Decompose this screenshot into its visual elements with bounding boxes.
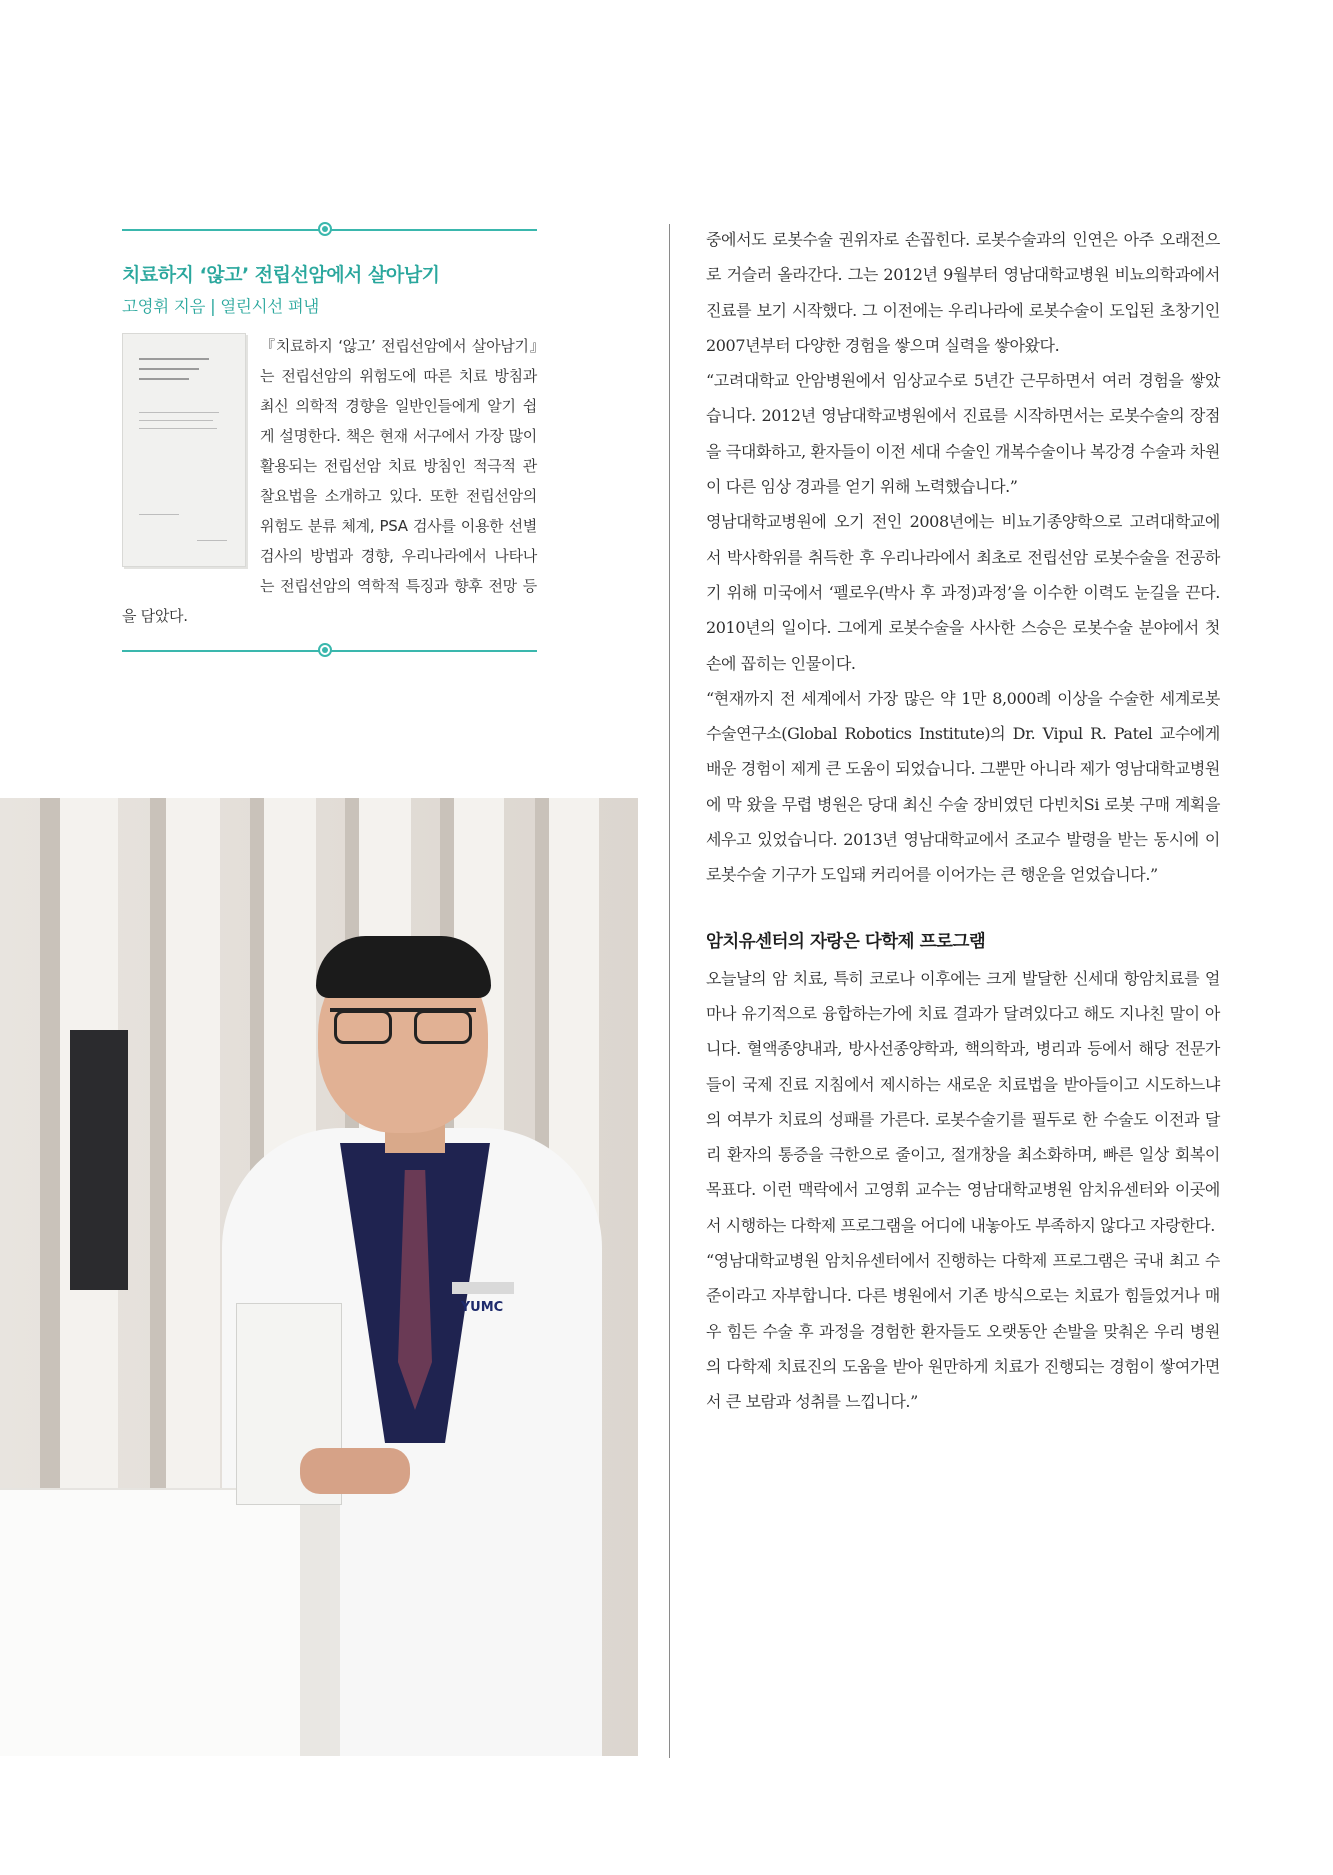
article-column	[706, 222, 1220, 1420]
counter	[0, 1488, 340, 1756]
hand	[300, 1448, 410, 1494]
coat-logo: YUMC	[460, 1300, 504, 1315]
bottom-ornament-divider	[122, 643, 537, 657]
book-cover-image	[122, 333, 246, 567]
wall-screen	[70, 1030, 128, 1290]
book-title: 치료하지 ‘않고’ 전립선암에서 살아남기	[122, 264, 440, 286]
article-paragraph: “영남대학교병원 암치유센터에서 진행하는 다학제 프로그램은 국내 최고 수준이라고 자부합니다. 다른 병원에서 기존 방식으로는 치료가 힘들었거나 매우 힘든 수술 후 과정을 경험한 환자들도 오랫동안 손발을 맞춰온 우리 병원의 다학제 치료진의 도움을 받아 원만하게 치료가 진행되는 경험이 쌓여가면서 큰 보람과 성취를 느낍니다.”	[706, 1251, 1220, 1412]
divider-dot-icon	[318, 222, 332, 236]
column-divider	[669, 224, 670, 1758]
book-info-box	[122, 222, 537, 657]
glasses-icon	[330, 1008, 476, 1042]
book-description: 『치료하지 ‘않고’ 전립선암에서 살아남기』는 전립선암의 위험도에 따른 치료 방침과 최신 의학적 경향을 일반인들에게 알기 쉽게 설명한다. 책은 현재 서구에서 가장 많이 활용되는 전립선암 치료 방침인 적극적 관찰요법을 소개하고 있다. 또한 전립선암의 위험도 분류 체계, PSA 검사를 이용한 선별검사의 방법과 경향, 우리나라에서 나타나는 전립선암의 역학적 특징과 향후 전망 등을 담았다.	[122, 337, 537, 625]
article-paragraph: 영남대학교병원에 오기 전인 2008년에는 비뇨기종양학으로 고려대학교에서 박사학위를 취득한 후 우리나라에서 최초로 전립선암 로봇수술을 전공하기 위해 미국에서 ‘펠로우(박사 후 과정)과정’을 이수한 이력도 눈길을 끈다. 2010년의 일이다. 그에게 로봇수술을 사사한 스승은 로봇수술 분야에서 첫손에 꼽히는 인물이다.	[706, 512, 1220, 673]
doctor-portrait-photo	[0, 798, 638, 1756]
article-paragraph: 오늘날의 암 치료, 특히 코로나 이후에는 크게 발달한 신세대 항암치료를 얼마나 유기적으로 융합하는가에 치료 결과가 달려있다고 해도 지나친 말이 아니다. 혈액종양내과, 방사선종양학과, 핵의학과, 병리과 등에서 해당 전문가들이 국제 진료 지침에서 제시하는 새로운 치료법을 받아들이고 시도하느냐의 여부가 치료의 성패를 가른다. 로봇수술기를 필두로 한 수술도 이전과 달리 환자의 통증을 극한으로 줄이고, 절개창을 최소화하며, 빠른 일상 회복이 목표다. 이런 맥락에서 고영휘 교수는 영남대학교병원 암치유센터와 이곳에서 시행하는 다학제 프로그램을 어디에 내놓아도 부족하지 않다고 자랑한다.	[706, 968, 1220, 1235]
book-author-publisher: 고영휘 지음 | 열린시선 펴냄	[122, 297, 320, 316]
article-paragraph: 중에서도 로봇수술 권위자로 손꼽힌다. 로봇수술과의 인연은 아주 오래전으로 거슬러 올라간다. 그는 2012년 9월부터 영남대학교병원 비뇨의학과에서 진료를 보기 시작했다. 그 이전에는 우리나라에 로봇수술이 도입된 초창기인 2007년부터 다양한 경험을 쌓으며 실력을 쌓아왔다.	[706, 230, 1220, 355]
top-ornament-divider	[122, 222, 537, 236]
divider-dot-icon	[318, 643, 332, 657]
article-paragraph: “고려대학교 안암병원에서 임상교수로 5년간 근무하면서 여러 경험을 쌓았습니다. 2012년 영남대학교병원에서 진료를 시작하면서는 로봇수술의 장점을 극대화하고, 환자들이 이전 세대 수술인 개복수술이나 복강경 수술과 차원이 다른 임상 경과를 얻기 위해 노력했습니다.”	[706, 371, 1220, 497]
book-body	[122, 331, 537, 631]
article-paragraph: “현재까지 전 세계에서 가장 많은 약 1만 8,000례 이상을 수술한 세계로봇수술연구소(Global Robotics Institute)의 Dr. Vipul R. Patel 교수에게 배운 경험이 제게 큰 도움이 되었습니다. 그뿐만 아니라 제가 영남대학교병원에 막 왔을 무렵 병원은 당대 최신 수술 장비였던 다빈치Si 로봇 구매 계획을 세우고 있었습니다. 2013년 영남대학교에서 조교수 발령을 받는 동시에 이 로봇수술 기구가 도입돼 커리어를 이어가는 큰 행운을 얻었습니다.”	[706, 688, 1220, 885]
section-heading: 암치유센터의 자랑은 다학제 프로그램	[706, 931, 986, 952]
hair	[316, 936, 491, 998]
name-tag	[452, 1282, 514, 1294]
